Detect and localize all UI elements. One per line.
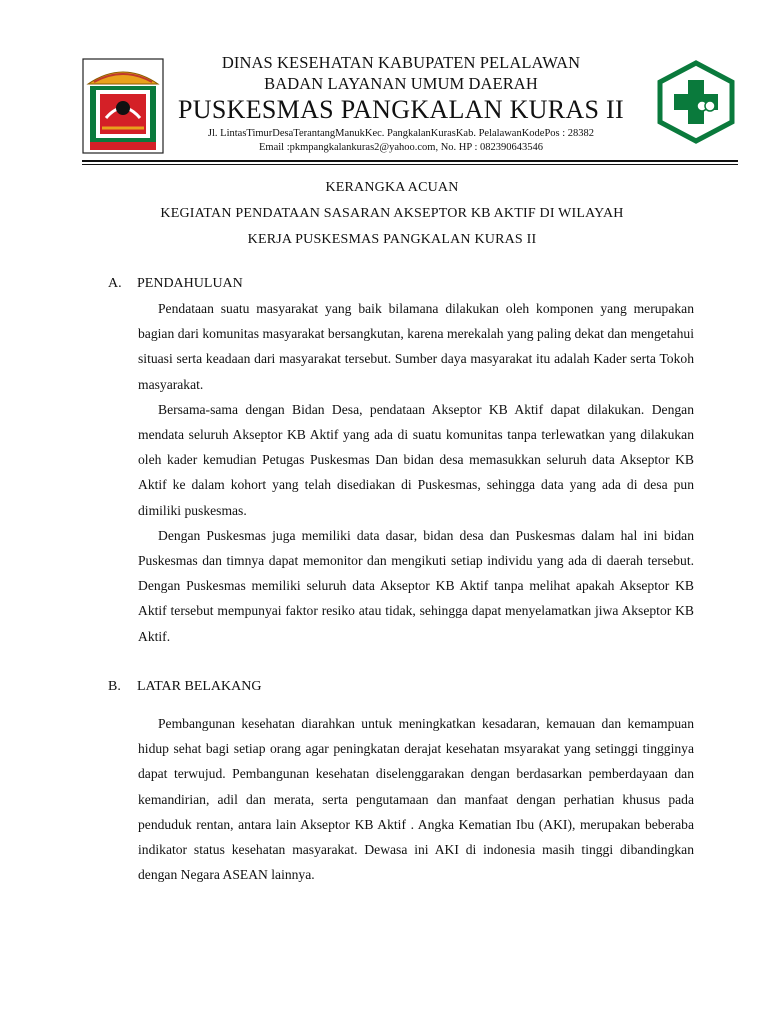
letterhead-divider-thin <box>82 164 738 165</box>
letterhead-contact: Email :pkmpangkalankuras2@yahoo.com, No. HP : 082390643546 <box>259 142 543 153</box>
section-heading-b <box>108 677 261 697</box>
pelalawan-regency-emblem-icon <box>82 58 164 154</box>
document-title: KERANGKA ACUAN <box>325 180 459 195</box>
document-subtitle-line1: KEGIATAN PENDATAAN SASARAN AKSEPTOR KB AKTIF DI WILAYAH <box>160 206 624 221</box>
letterhead-divider-thick <box>82 160 738 162</box>
letterhead-agency: BADAN LAYANAN UMUM DAERAH <box>264 74 538 93</box>
paragraph: Bersama-sama dengan Bidan Desa, pendataan Akseptor KB Aktif dapat dilakukan. Dengan mendata seluruh Akseptor KB Aktif yang ada di suatu komunitas tanpa terlewatkan yang dilakukan oleh kader kemudian Petugas Puskesmas Dan bidan desa memasukkan seluruh data Akseptor KB Aktif ke dalam kohort yang telah disediakan di Puskesmas, sehingga data yang ada di desa pun dimiliki puskesmas. <box>138 401 694 518</box>
section-a-body <box>138 296 694 649</box>
section-title: PENDAHULUAN <box>137 276 243 291</box>
section-heading-a <box>108 274 243 294</box>
document-subtitle-line2: KERJA PUSKESMAS PANGKALAN KURAS II <box>247 232 537 247</box>
puskesmas-green-cross-hexagon-icon <box>654 60 738 144</box>
paragraph: Pendataan suatu masyarakat yang baik bilamana dilakukan oleh komponen yang merupakan bagian dari komunitas masyarakat bersangkutan, karena merekalah yang paling dekat dan mengetahui situasi serta keadaan dari masyarakat tersebut. Sumber daya masyarakat itu adalah Kader serta Tokoh masyarakat. <box>138 301 694 392</box>
section-letter: A. <box>108 276 122 291</box>
paragraph: Dengan Puskesmas juga memiliki data dasar, bidan desa dan Puskesmas dalam hal ini bidan Puskesmas dan timnya dapat memonitor dan mengikuti setiap individu yang ada di daerah tersebut. Dengan Puskesmas memiliki seluruh data Akseptor KB Aktif tanpa melihat apakah Akseptor KB Aktif tersebut mempunyai faktor resiko atau tidak, sehingga dapat menyelamatkan jiwa Akseptor KB Aktif. <box>138 527 694 644</box>
letterhead <box>168 52 634 155</box>
section-title: LATAR BELAKANG <box>137 679 262 694</box>
letterhead-address: Jl. LintasTimurDesaTerantangManukKec. PangkalanKurasKab. PelalawanKodePos : 28382 <box>207 128 595 139</box>
document-titles <box>108 175 676 253</box>
paragraph: Pembangunan kesehatan diarahkan untuk meningkatkan kesadaran, kemauan dan kemampuan hidup sehat bagi setiap orang agar peningkatan derajat kesehatan msyarakat yang setinggi tingginya dapat terwujud. Pembangunan kesehatan diselenggarakan dengan berdasarkan pemberdayaan dan kemandirian, adil dan merata, serta pengutamaan dan manfaat dengan perhatian khusus pada penduduk rentan, antara lain Akseptor KB Aktif . Angka Kematian Ibu (AKI), merupakan beberaba indikator status kesehatan masyarakat. Dewasa ini AKI di indonesia masih tinggi dibandingkan dengan Negara ASEAN lainnya. <box>138 716 694 883</box>
letterhead-institution: PUSKESMAS PANGKALAN KURAS II <box>178 95 624 124</box>
section-b-body <box>138 711 694 887</box>
section-letter: B. <box>108 679 121 694</box>
letterhead-department: DINAS KESEHATAN KABUPATEN PELALAWAN <box>221 53 581 72</box>
